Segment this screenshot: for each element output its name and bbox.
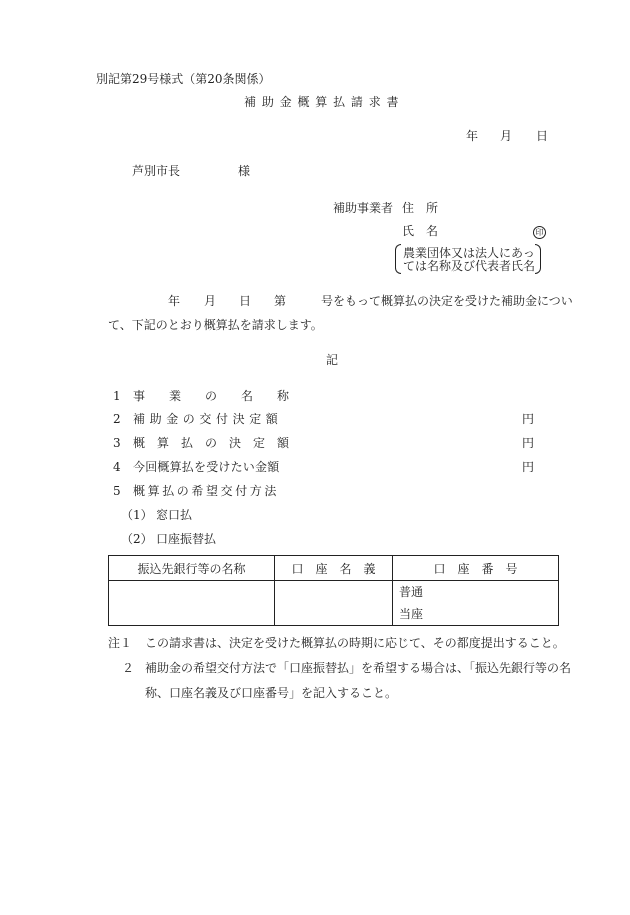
- ki-heading: 記: [326, 353, 339, 367]
- account-holder-cell[interactable]: [275, 581, 393, 626]
- item-number: 2: [113, 412, 121, 426]
- item-number: 5: [113, 484, 121, 498]
- applicant-note-line1: 農業団体又は法人にあっ: [403, 246, 535, 260]
- method-number: （1）: [121, 508, 153, 522]
- account-number-header: 口 座 番 号: [393, 556, 559, 581]
- table-row: [109, 581, 559, 626]
- form-number: 別記第29号様式（第20条関係）: [96, 72, 271, 86]
- note2-text-line2: 称、口座名義及び口座番号」を記入すること。: [145, 686, 398, 700]
- item-unit: 円: [522, 460, 535, 474]
- method-label: 口座振替払: [156, 532, 217, 546]
- item-label: 今回概算払を受けたい金額: [133, 460, 280, 474]
- account-type-ordinary: 普通: [399, 585, 424, 599]
- body-line2: て、下記のとおり概算払を請求します。: [108, 318, 323, 332]
- addressee-name: 芦別市長: [132, 164, 181, 178]
- date-month: 月: [500, 129, 513, 143]
- seal-mark: [533, 224, 546, 239]
- item-label: 概 算 払 の 決 定 額: [133, 436, 290, 450]
- ref-day: 日: [239, 294, 252, 308]
- account-number-cell[interactable]: [393, 581, 559, 626]
- seal-icon: 印: [533, 226, 546, 239]
- note2-label: ２: [122, 661, 135, 675]
- name-label: 氏 名: [402, 224, 439, 238]
- account-holder-header: 口 座 名 義: [275, 556, 393, 581]
- date-day: 日: [536, 129, 549, 143]
- address-label: 住 所: [402, 201, 439, 215]
- item-number: 1: [113, 389, 121, 403]
- date-year: 年: [466, 129, 479, 143]
- note1-label: 注１: [108, 636, 133, 650]
- applicant-label: 補助事業者: [333, 201, 394, 215]
- bank-name-header: 振込先銀行等の名称: [109, 556, 275, 581]
- method-number: （2）: [121, 532, 153, 546]
- note1-text: この請求書は、決定を受けた概算払の時期に応じて、その都度提出すること。: [145, 636, 565, 650]
- item-number: 4: [113, 460, 121, 474]
- bank-name-cell[interactable]: [109, 581, 275, 626]
- note2-text-line1: 補助金の希望交付方法で「口座振替払」を希望する場合は、「振込先銀行等の名: [145, 661, 572, 675]
- document-title: 補 助 金 概 算 払 請 求 書: [244, 95, 400, 109]
- ref-month: 月: [204, 294, 217, 308]
- item-label: 事 業 の 名 称: [133, 389, 290, 403]
- applicant-note-line2: ては名称及び代表者氏名: [403, 259, 536, 273]
- applicant-note: [395, 244, 541, 274]
- item-unit: 円: [522, 436, 535, 450]
- ref-number-prefix: 第: [274, 294, 287, 308]
- account-type-current: 当座: [399, 607, 424, 621]
- left-bracket: [395, 244, 401, 274]
- method-label: 窓口払: [156, 508, 193, 522]
- addressee-honorific: 様: [238, 164, 251, 178]
- body-line1-tail: 号をもって概算払の決定を受けた補助金につい: [321, 294, 573, 308]
- ref-year: 年: [168, 294, 181, 308]
- bank-account-table: [108, 555, 559, 626]
- item-label: 概算払の希望交付方法: [133, 484, 280, 498]
- item-number: 3: [113, 436, 121, 450]
- item-unit: 円: [522, 412, 535, 426]
- item-label: 補助金の交付決定額: [133, 412, 283, 426]
- table-header-row: [109, 556, 559, 581]
- right-bracket: [535, 244, 541, 274]
